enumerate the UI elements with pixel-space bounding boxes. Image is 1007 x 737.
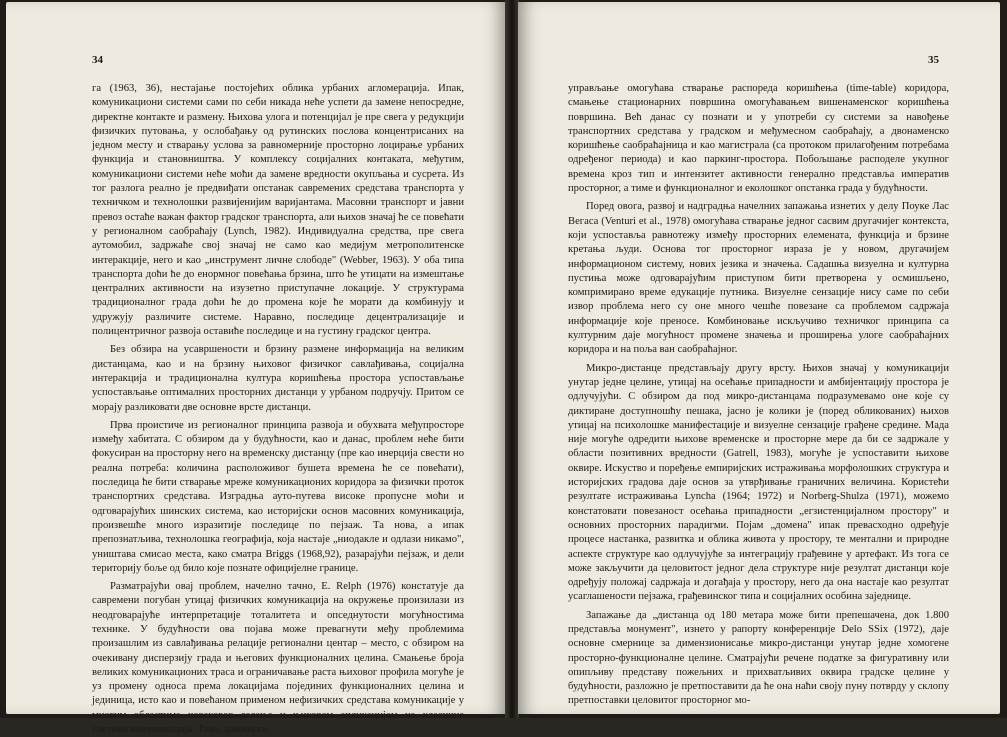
paragraph: га (1963, 36), нестајање постојећих облика урбаних агломерација. Ипак, комуникациони системи сами по себи никада неће успети да замене непосредне, директне контакте и размену. Њихова улога и потенцијал је пре свега у редукцији физичких путовања, у ослобађању од рутинских послова концентрисаних на једном месту и стварању услова за равномерније просторно лоцирање урбаних функција и становништва. У комплексу социјалних контаката, међутим, комуникациони системи неће моћи да замене вредности окупљања и сусрета. Из тог разлога реално је предвиђати опстанак савремених средстава транспорта у техничком и технолошки развијенијим варијантама. Масовни транспорт и јавни превоз остаће важан фактор градског транспорта, али њихов значај ће се повећати у регионалном саобраћају (Lynch, 1982). Индивидуална средства, пре свега аутомобил, задржаће свој значај не само као медијум метрополитенске интеракције, него и као „инструмент личне слободе" (Webber, 1963). У оба типа транспорта доћи ће до енормног повећања брзина, што ће утицати на измештање централних активности на изузетно приступачне локације. У структурама традиционалног града доћи ће до промена које ће морати да комбинују и удружују различите системе. Наравно, последице децентрализације и полицентричног развоја оставиће последице и на густину градског центра. — [92, 83, 464, 338]
paragraph: Поред овога, развој и надградња начелних запажања изнетих у делу Поуке Лас Вегаса (Venturi et al., 1978) омогућава стварање једног сасвим другачијег контекста, који успоставља равнотежу између просторних елемената, функција и брзине кретања људи. Основа тог просторног израза је у новом, другачијем информационом систему, нових језика и значења. Садашња визуелна и културна пустиња може одговарајућим приступом бити претворена у осмишљено, компримирано време едукације путника. Визуелне сензације нису саме по себи извор проблема него су оне много чешће повезане са проблемом садржаја информације које преносе. Комбиновање искључиво техничког принципа са културним даје могућност промене значења и проширења улоге саобраћајних коридора и на поља ван саобраћајног. — [568, 201, 949, 356]
paragraph: Разматрајући овај проблем, начелно тачно, E. Relph (1976) констатује да савремени погубан утицај физичких комуникација на окружење произилази из неодговарајуће интерпретације тоталитета и опседнутости могућностима технике. У будућности ова појава може превагнути међу проблемима произашлим из савлађивања релације регионални центар – место, с обзиром на очекивану дисперзију града и његових функционалних целина. Смањење броја великих комуникационих траса и ограничавање раста њиховог профила могуће је уз промену односа према локацијама појединих функционалних целина и јединица, исто као и повећаном применом нефизичких средстава комуникације у многим областима човековог делања и њиховом апликацијом на класичне системе комуникација. Тако, дањински — [92, 581, 464, 736]
paragraph: Без обзира на усавршености и брзину размене информација на великим дистанцама, као и на брзину њиховог физичког савлађивања, социјална интеракција и традиционална култура коришћења простора успостављање успостављање оптималних просторних дистанци у урбаном подручју. Притом се морају разликовати две основне врсте дистанци. — [92, 344, 464, 413]
body-text — [568, 82, 949, 709]
right-page — [518, 2, 1000, 714]
book-gutter — [505, 0, 519, 718]
paragraph: управљање омогућава стварање распореда коришћења (time-table) коридора, смањење стационарних површина омогућавањем вишенаменског коришћења површина. Већ данас су познати и у употреби су системи за навођење транспортних средстава у градском и међумесном саобраћају, а двонаменско коришћење саобраћајница и као магистрала (са протоком прилагођеним потребама одређеног периода) и као паркинг-простора. Побољшање расподеле укупног времена кроз тип и интензитет активности генерално представља императив просторног, а тиме и функционалног и еколошког опстанка града у будућности. — [568, 83, 949, 195]
page-number: 34 — [92, 54, 103, 66]
paragraph: Запажање да „дистанца од 180 метара може бити препешачена, док 1.800 представља монумент", изнето у рапорту конференције Delo SSix (1972), даје основне смернице за димензионисање микро-дистанци унутар једне хомогене просторно-функционалне целине. Сматрајући речене податке за фигуративну или опипљиву представу пожељних и прихватљивих оквира градске целине у будућности, разложно је претпоставити да ће она наћи своју пуну потврду у склопу претпоставки целовитог просторног мо- — [568, 609, 949, 707]
left-page — [6, 2, 506, 736]
body-text — [92, 82, 464, 737]
page-number: 35 — [928, 54, 939, 66]
paragraph: Прва проистиче из регионалног принципа развоја и обухвата међупросторе између хабитата. С обзиром да у будућности, као и данас, проблем неће бити фокусиран на просторну него на временску дистанцу (пре као инерција свести но реална потреба: количина расположивог бушета времена ће се повећати), последица ће бити стварање мреже комуникационих коридора за физички проток транспортних средстава. Изградња ауто-путева високе пропусне моћи и одговарајућих шинских система, као историјски основ масовних комуникација, произвешће много изразитије последице по пејзаж. Та нова, а ипак препознатљива, технолошка географија, која настаје „ниодакле и одлази никамо", уништава смисао места, како сматра Briggs (1968,92), разарајући пејзаж, и дели територију боље од било које познате официјелне границе. — [92, 419, 464, 574]
paragraph: Микро-дистанце представљају другу врсту. Њихов значај у комуникацији унутар једне целине, утицај на осећање припадности и амбијентацију простора је одлучујући. С обзиром да под микро-дистанцама подразумевамо оне које су диктиране доступношћу пешака, јасно је колики је (поред обликованих) њихов утицај на психолошке манифестације и визуелне сензације грађене средине. Мада није могуће одредити њихове временске и просторне мере да би се задржале у области позитивних вредности (Gatrell, 1983), могуће је успоставити њихове оквире. Искуство и поређење емпиријских истраживања морфолошких структура и историјских градова даје основ за утврђивање граничних величина. Користећи резултате истраживања Lyncha (1964; 1972) и Norberg-Shulza (1971), можемо констатовати повезаност осећања припадности „егзистенцијалном простору" и основних просторних парадигми. Појам „домена" ипак превасходно одређује процесе настанка, развитка и облика живота у простору, те ментални и природне аспекте структуре као одлучујуће за интеграцију грађевине у артефакт. Из тога се може закључити да целовитост једног дела структуре није резултат дистанци које одређују положај садржаја и догађаја у простору, него да она настаје као резултат усаглашености пејзажа, грађевинског типа и социјалних особина заједнице. — [568, 362, 949, 603]
